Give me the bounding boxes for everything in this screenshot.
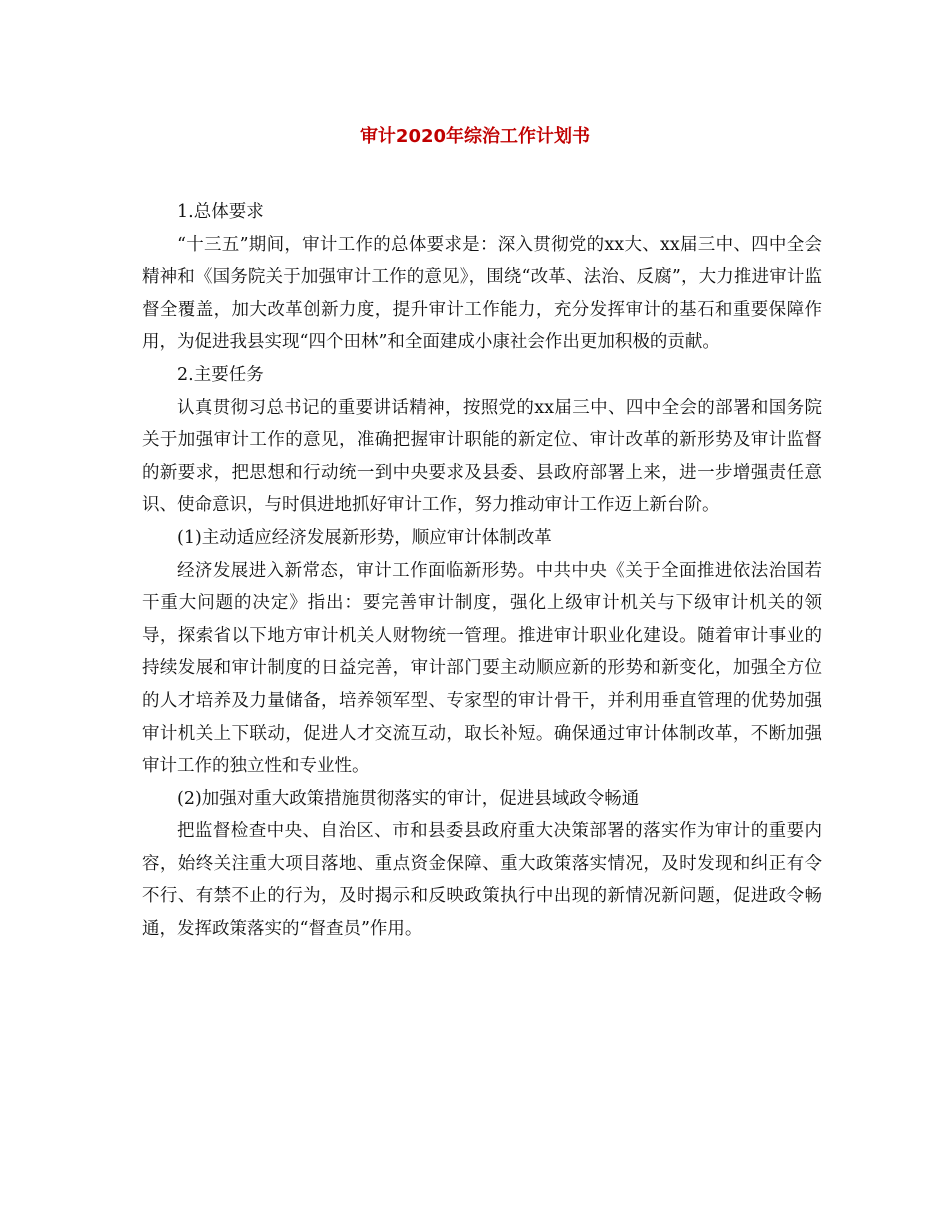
paragraph: “十三五”期间，审计工作的总体要求是：深入贯彻党的xx大、xx届三中、四中全会精神和《国务院关于加强审计工作的意见》，围绕“改革、法治、反腐”，大力推进审计监督全覆盖，加大改革创新力度，提升审计工作能力，充分发挥审计的基石和重要保障作用，为促进我县实现“四个田林”和全面建成小康社会作出更加积极的贡献。 bbox=[142, 234, 822, 353]
heading-main-tasks: 2.主要任务 bbox=[177, 364, 264, 385]
heading-overall-requirements: 1.总体要求 bbox=[177, 202, 264, 222]
document-title: 审计2020年综治工作计划书 bbox=[359, 126, 591, 147]
paragraph: 经济发展进入新常态，审计工作面临新形势。中共中央《关于全面推进依法治国若干重大问题的决定》指出：要完善审计制度，强化上级审计机关与下级审计机关的领导，探索省以下地方审计机关人财物统一管理。推进审计职业化建设。随着审计事业的持续发展和审计制度的日益完善，审计部门要主动顺应新的形势和新变化，加强全方位的人才培养及力量储备，培养领军型、专家型的审计骨干，并利用垂直管理的优势加强审计机关上下联动，促进人才交流互动，取长补短。确保通过审计体制改革，不断加强审计工作的独立性和专业性。 bbox=[142, 560, 822, 777]
subheading-2: (2)加强对重大政策措施贯彻落实的审计，促进县域政令畅通 bbox=[177, 788, 640, 809]
paragraph: 认真贯彻习总书记的重要讲话精神，按照党的xx届三中、四中全会的部署和国务院关于加强审计工作的意见，准确把握审计职能的新定位、审计改革的新形势及审计监督的新要求，把思想和行动统一到中央要求及县委、县政府部署上来，进一步增强责任意识、使命意识，与时俱进地抓好审计工作，努力推动审计工作迈上新台阶。 bbox=[142, 397, 822, 516]
subheading-1: (1)主动适应经济发展新形势，顺应审计体制改革 bbox=[177, 527, 552, 548]
paragraph: 把监督检查中央、自治区、市和县委县政府重大决策部署的落实作为审计的重要内容，始终关注重大项目落地、重点资金保障、重大政策落实情况，及时发现和纠正有令不行、有禁不止的行为，及时揭示和反映政策执行中出现的新情况新问题，促进政令畅通，发挥政策落实的“督查员”作用。 bbox=[142, 821, 822, 940]
document-body bbox=[142, 196, 822, 946]
